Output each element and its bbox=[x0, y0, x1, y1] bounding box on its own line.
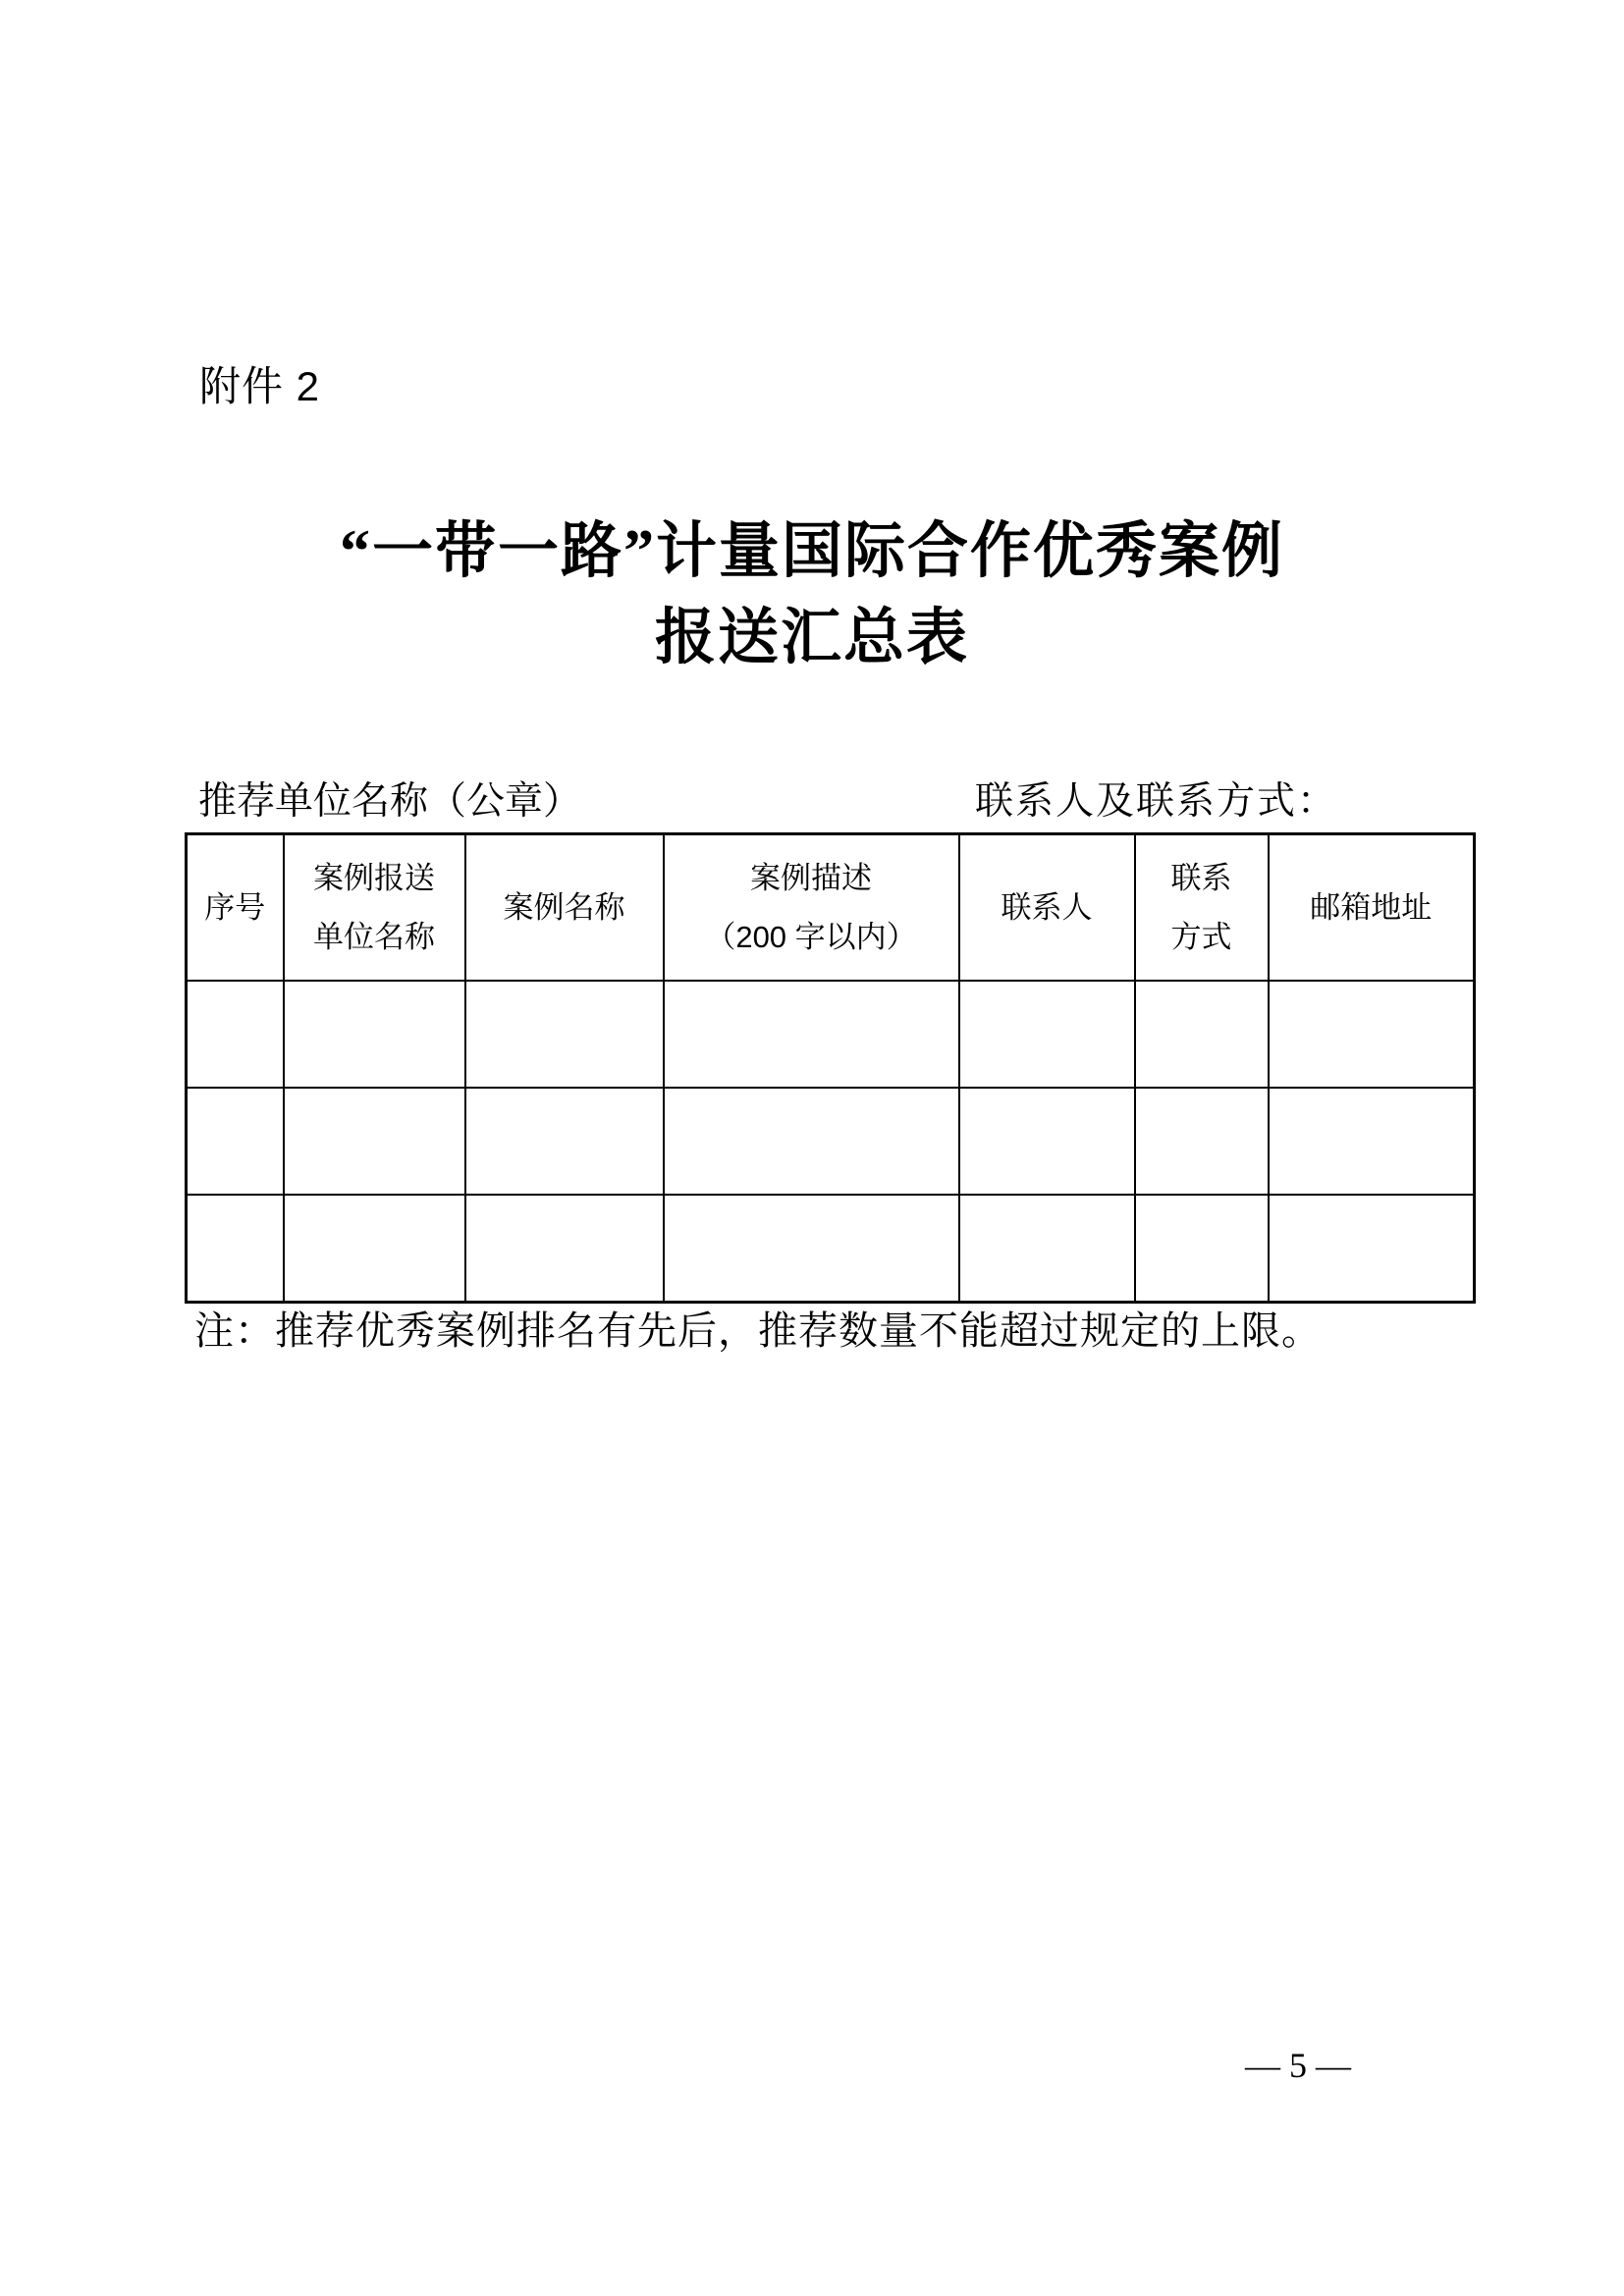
header-contact-person: 联系人 bbox=[959, 834, 1135, 982]
empty-row bbox=[187, 1195, 1475, 1303]
empty-cell bbox=[664, 1088, 959, 1195]
empty-cell bbox=[187, 1195, 284, 1303]
summary-table-body bbox=[187, 981, 1475, 1303]
title-line-1: “一带一路”计量国际合作优秀案例 bbox=[339, 518, 1284, 585]
empty-cell bbox=[664, 981, 959, 1088]
note-text: 注：推荐优秀案例排名有先后，推荐数量不能超过规定的上限。 bbox=[194, 1308, 1322, 1353]
empty-cell bbox=[959, 1088, 1135, 1195]
empty-cell bbox=[187, 1088, 284, 1195]
attachment-label: 附件 2 bbox=[199, 363, 321, 409]
page-number: — 5 — bbox=[1245, 2046, 1351, 2085]
header-case-description: 案例描述 （200 字以内） bbox=[664, 834, 959, 982]
header-contact-method: 联系 方式 bbox=[1135, 834, 1269, 982]
summary-table bbox=[185, 832, 1476, 1304]
header-case-name: 案例名称 bbox=[465, 834, 664, 982]
contact-info-label: 联系人及联系方式： bbox=[975, 780, 1338, 823]
empty-cell bbox=[959, 981, 1135, 1088]
document-title bbox=[0, 508, 1624, 681]
empty-cell bbox=[1135, 1195, 1269, 1303]
empty-cell bbox=[284, 1088, 465, 1195]
empty-row bbox=[187, 981, 1475, 1088]
header-email-address: 邮箱地址 bbox=[1269, 834, 1475, 982]
title-line-2: 报送汇总表 bbox=[654, 605, 969, 671]
empty-cell bbox=[465, 1088, 664, 1195]
header-row bbox=[187, 834, 1475, 982]
empty-cell bbox=[1269, 981, 1475, 1088]
empty-cell bbox=[1269, 1195, 1475, 1303]
empty-cell bbox=[465, 981, 664, 1088]
header-submitting-unit: 案例报送 单位名称 bbox=[284, 834, 465, 982]
empty-cell bbox=[959, 1195, 1135, 1303]
empty-cell bbox=[284, 1195, 465, 1303]
empty-cell bbox=[1135, 981, 1269, 1088]
empty-cell bbox=[465, 1195, 664, 1303]
empty-cell bbox=[1135, 1088, 1269, 1195]
empty-cell bbox=[187, 981, 284, 1088]
header-serial-number: 序号 bbox=[187, 834, 284, 982]
empty-cell bbox=[284, 981, 465, 1088]
recommending-unit-label: 推荐单位名称（公章） bbox=[198, 780, 582, 823]
empty-row bbox=[187, 1088, 1475, 1195]
empty-cell bbox=[664, 1195, 959, 1303]
empty-cell bbox=[1269, 1088, 1475, 1195]
